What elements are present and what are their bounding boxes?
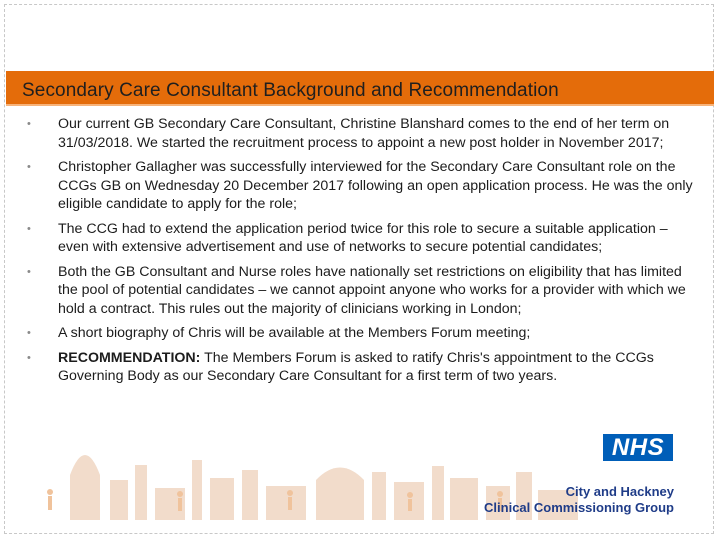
- list-item: [24, 324, 700, 343]
- bullet-marker: •: [27, 118, 31, 130]
- recommendation-label: RECOMMENDATION:: [58, 349, 201, 366]
- list-item: [24, 263, 700, 319]
- bullet-text: The Members Forum is asked to ratify Chris's appointment to the CCGs Governing Body as our Secondary Care Consultant for a first term of two years.: [58, 349, 654, 384]
- bullet-text: A short biography of Chris will be available at the Members Forum meeting;: [58, 325, 531, 341]
- bullet-text: Our current GB Secondary Care Consultant, Christine Blanshard comes to the end of her term on 31/03/2018. We started the recruitment process to appoint a new post holder in November 2017;: [58, 116, 670, 151]
- list-item: [24, 349, 700, 386]
- list-item: [24, 220, 700, 257]
- bullet-marker: •: [27, 265, 31, 278]
- org-name-line2: Clinical Commissioning Group: [484, 500, 674, 515]
- bullet-marker: •: [27, 161, 31, 173]
- bullet-marker: •: [27, 222, 31, 235]
- slide-title: Secondary Care Consultant Background and Recommendation: [22, 80, 559, 101]
- bullet-text: Both the GB Consultant and Nurse roles have nationally set restrictions on eligibility that has limited the pool of potential candidates – we cannot appoint anyone who works for a provider with which we hold a contract. This rules out the majority of clinicians working in London;: [58, 263, 686, 317]
- bullet-text: The CCG had to extend the application period twice for this role to secure a suitable application – even with extensive advertisement and use of networks to secure potential candidates;: [58, 220, 668, 255]
- bullet-list: [24, 115, 700, 392]
- bullet-marker: •: [27, 351, 31, 364]
- bullet-marker: •: [27, 327, 31, 339]
- org-name-line1: City and Hackney: [565, 484, 674, 499]
- list-item: [24, 158, 700, 214]
- nhs-logo: NHS: [603, 434, 673, 461]
- list-item: [24, 115, 700, 152]
- bullet-text: Christopher Gallagher was successfully interviewed for the Secondary Care Consultant role on the CCGs GB on Wednesday 20 December 2017 following an open application process. He was the only eligible candidate to apply for the role;: [58, 159, 693, 212]
